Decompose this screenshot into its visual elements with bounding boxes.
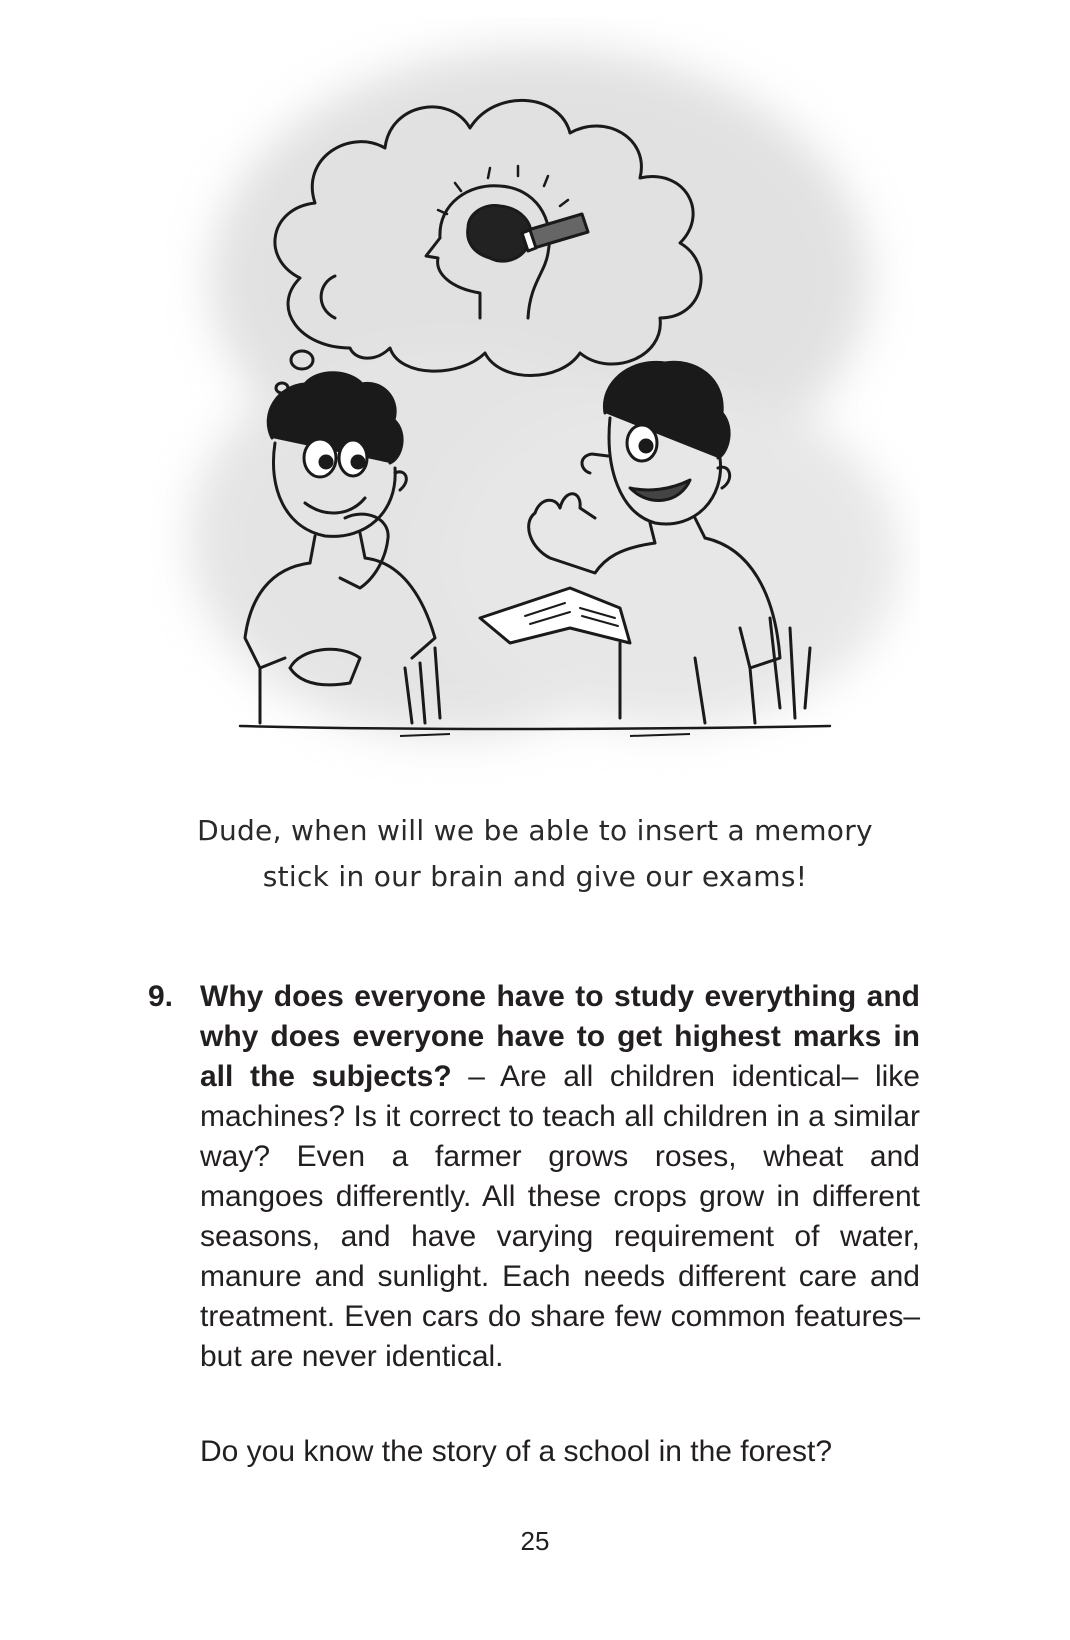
follow-up-question: Do you know the story of a school in the forest? [200,1435,833,1468]
question-answer: – Are all children identical– like machines? Is it correct to teach all children in a similar way? Even a farmer grows roses, wheat and mangoes differently. All these crops grow in different seasons, and have varying requirement of water, manure and sunlight. Each needs different care and treatment. Even cars do share few common features– but are never identical. [200,1060,920,1373]
page-number: 25 [520,1526,550,1556]
item-number: 9. [148,980,174,1013]
question-heading: Why does everyone have to study everything and why does everyone have to get highest marks in all the subjects? [200,980,920,1093]
illustration-caption [150,808,920,900]
question-item [148,977,920,1377]
caption-line-1: Dude, when will we be able to insert a memory [197,814,873,847]
cartoon-illustration [150,18,920,788]
caption-line-2: stick in our brain and give our exams! [262,860,808,893]
item-body [200,977,920,1377]
